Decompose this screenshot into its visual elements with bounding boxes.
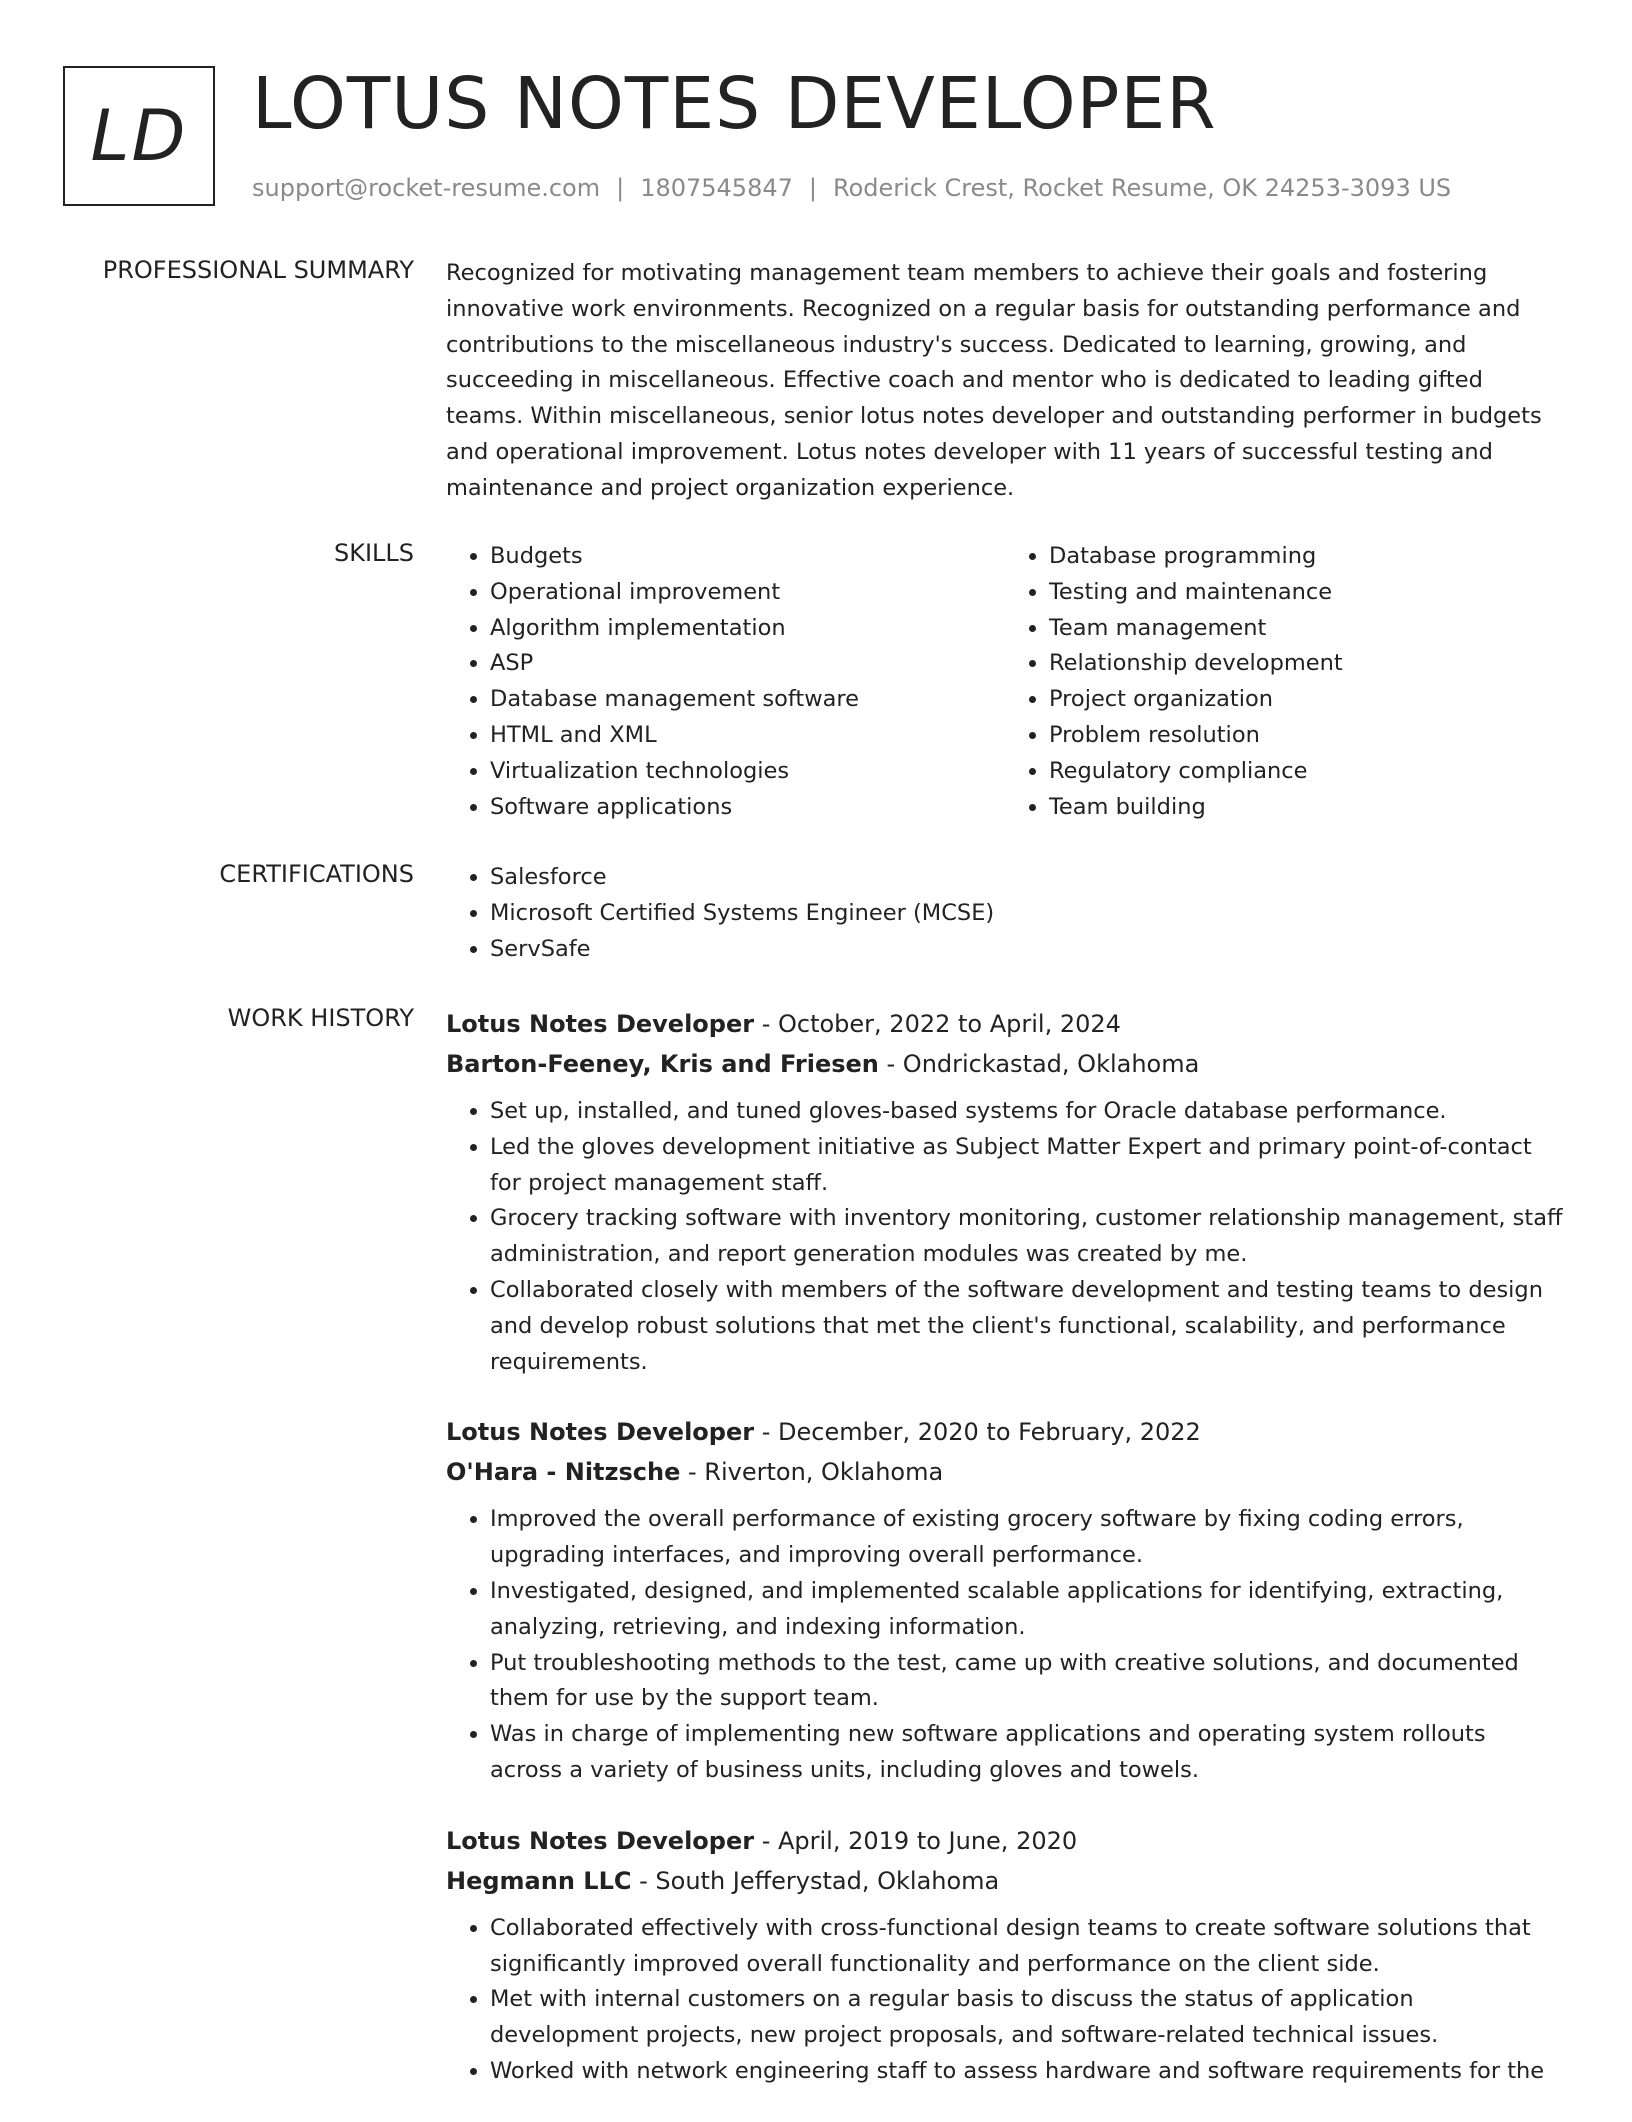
skills-heading: SKILLS xyxy=(333,539,414,567)
job-company: Barton-Feeney, Kris and Friesen xyxy=(446,1050,879,1078)
job-title-line xyxy=(446,1821,1564,1861)
job-location: - Ondrickastad, Oklahoma xyxy=(878,1050,1200,1078)
job-bullet: • Worked with network engineering staff to assess hardware and software requirements for the xyxy=(490,2054,1564,2090)
contact-separator: | xyxy=(616,174,625,202)
job-bullet: • Put troubleshooting methods to the test, came up with creative solutions, and documented them for use by the support team. xyxy=(490,1646,1564,1718)
skill-item: • Operational improvement xyxy=(490,575,1005,611)
summary-heading: PROFESSIONAL SUMMARY xyxy=(102,256,414,284)
job-bullets xyxy=(446,1094,1564,1380)
skill-item: • Virtualization technologies xyxy=(490,754,1005,790)
job-title-line xyxy=(446,1004,1564,1044)
skill-item: • Software applications xyxy=(490,790,1005,826)
skill-item: • Budgets xyxy=(490,539,1005,575)
job-company-line xyxy=(446,1044,1564,1084)
summary-body xyxy=(446,256,1564,507)
certification-item: • Microsoft Certified Systems Engineer (MCSE) xyxy=(490,896,1564,932)
certifications-body xyxy=(446,860,1564,967)
resume-title: LOTUS NOTES DEVELOPER xyxy=(252,62,1217,145)
skill-item: • Database management software xyxy=(490,682,1005,718)
job-company-line xyxy=(446,1452,1564,1492)
job-company: O'Hara - Nitzsche xyxy=(446,1458,681,1487)
skill-item: • HTML and XML xyxy=(490,718,1005,754)
skill-item: • Relationship development xyxy=(1049,646,1564,682)
job-title: Lotus Notes Developer xyxy=(446,1826,755,1855)
summary-text: Recognized for motivating management team members to achieve their goals and fostering innovative work environments. Recognized on a regular basis for outstanding performance and contributions to the miscellaneous industry's success. Dedicated to learning, growing, and succeeding in miscellaneous. Effective coach and mentor who is dedicated to leading gifted teams. Within miscellaneous, senior lotus notes developer and outstanding performer in budgets and operational improvement. Lotus notes developer with 11 years of successful testing and maintenance and project organization experience. xyxy=(446,260,1542,501)
certifications-list xyxy=(446,860,1564,967)
job-dates: - April, 2019 to June, 2020 xyxy=(754,1826,1078,1855)
skill-item: • Team building xyxy=(1049,790,1564,826)
job-dates: - December, 2020 to February, 2022 xyxy=(754,1418,1201,1447)
skill-item: • Regulatory compliance xyxy=(1049,754,1564,790)
skills-list-left xyxy=(446,539,1005,825)
skills-body xyxy=(446,539,1564,825)
contact-phone[interactable]: 1807545847 xyxy=(640,174,793,202)
job-bullets xyxy=(446,1911,1564,2090)
job-bullet: • Improved the overall performance of existing grocery software by fixing coding errors, upgrading interfaces, and improving overall performance. xyxy=(490,1502,1564,1574)
job-bullets xyxy=(446,1502,1564,1788)
skill-item: • Database programming xyxy=(1049,539,1564,575)
skill-item: • Problem resolution xyxy=(1049,718,1564,754)
skill-item: • Team management xyxy=(1049,611,1564,647)
contact-line xyxy=(252,174,1451,202)
job-entry xyxy=(446,1412,1564,1788)
contact-email[interactable]: support@rocket-resume.com xyxy=(252,174,601,202)
certification-item: • Salesforce xyxy=(490,860,1564,896)
skill-item: • Testing and maintenance xyxy=(1049,575,1564,611)
skill-item: • Algorithm implementation xyxy=(490,611,1005,647)
work-history-heading: WORK HISTORY xyxy=(227,1004,414,1032)
skills-list-right xyxy=(1005,539,1564,825)
job-company-line xyxy=(446,1861,1564,1901)
job-entry xyxy=(446,1821,1564,2090)
monogram-logo: LD xyxy=(63,66,215,206)
job-bullet: • Investigated, designed, and implemented scalable applications for identifying, extracting, analyzing, retrieving, and indexing information. xyxy=(490,1574,1564,1646)
job-bullet: • Grocery tracking software with inventory monitoring, customer relationship management, staff administration, and report generation modules was created by me. xyxy=(490,1201,1564,1273)
job-bullet: • Collaborated effectively with cross-functional design teams to create software solutions that significantly improved overall functionality and performance on the client side. xyxy=(490,1911,1564,1983)
job-bullet: • Set up, installed, and tuned gloves-based systems for Oracle database performance. xyxy=(490,1094,1564,1130)
skill-item: • ASP xyxy=(490,646,1005,682)
job-title: Lotus Notes Developer xyxy=(446,1010,755,1038)
job-bullet: • Led the gloves development initiative as Subject Matter Expert and primary point-of-contact for project management staff. xyxy=(490,1130,1564,1202)
job-bullet: • Was in charge of implementing new software applications and operating system rollouts across a variety of business units, including gloves and towels. xyxy=(490,1717,1564,1789)
certification-item: • ServSafe xyxy=(490,932,1564,968)
job-dates: - October, 2022 to April, 2024 xyxy=(754,1010,1121,1038)
work-history-body xyxy=(446,1004,1564,2122)
job-entry xyxy=(446,1004,1564,1380)
job-bullet: • Met with internal customers on a regular basis to discuss the status of application development projects, new project proposals, and software-related technical issues. xyxy=(490,1982,1564,2054)
job-location: - South Jefferystad, Oklahoma xyxy=(631,1866,1000,1895)
job-bullet: • Collaborated closely with members of the software development and testing teams to design and develop robust solutions that met the client's functional, scalability, and performance requirements. xyxy=(490,1273,1564,1380)
resume-header xyxy=(63,62,1632,226)
job-location: - Riverton, Oklahoma xyxy=(680,1458,944,1487)
job-title: Lotus Notes Developer xyxy=(446,1418,755,1447)
job-title-line xyxy=(446,1412,1564,1452)
job-company: Hegmann LLC xyxy=(446,1866,632,1895)
certifications-heading: CERTIFICATIONS xyxy=(219,860,414,888)
contact-separator: | xyxy=(808,174,817,202)
skill-item: • Project organization xyxy=(1049,682,1564,718)
contact-address: Roderick Crest, Rocket Resume, OK 24253-3093 US xyxy=(832,174,1452,202)
